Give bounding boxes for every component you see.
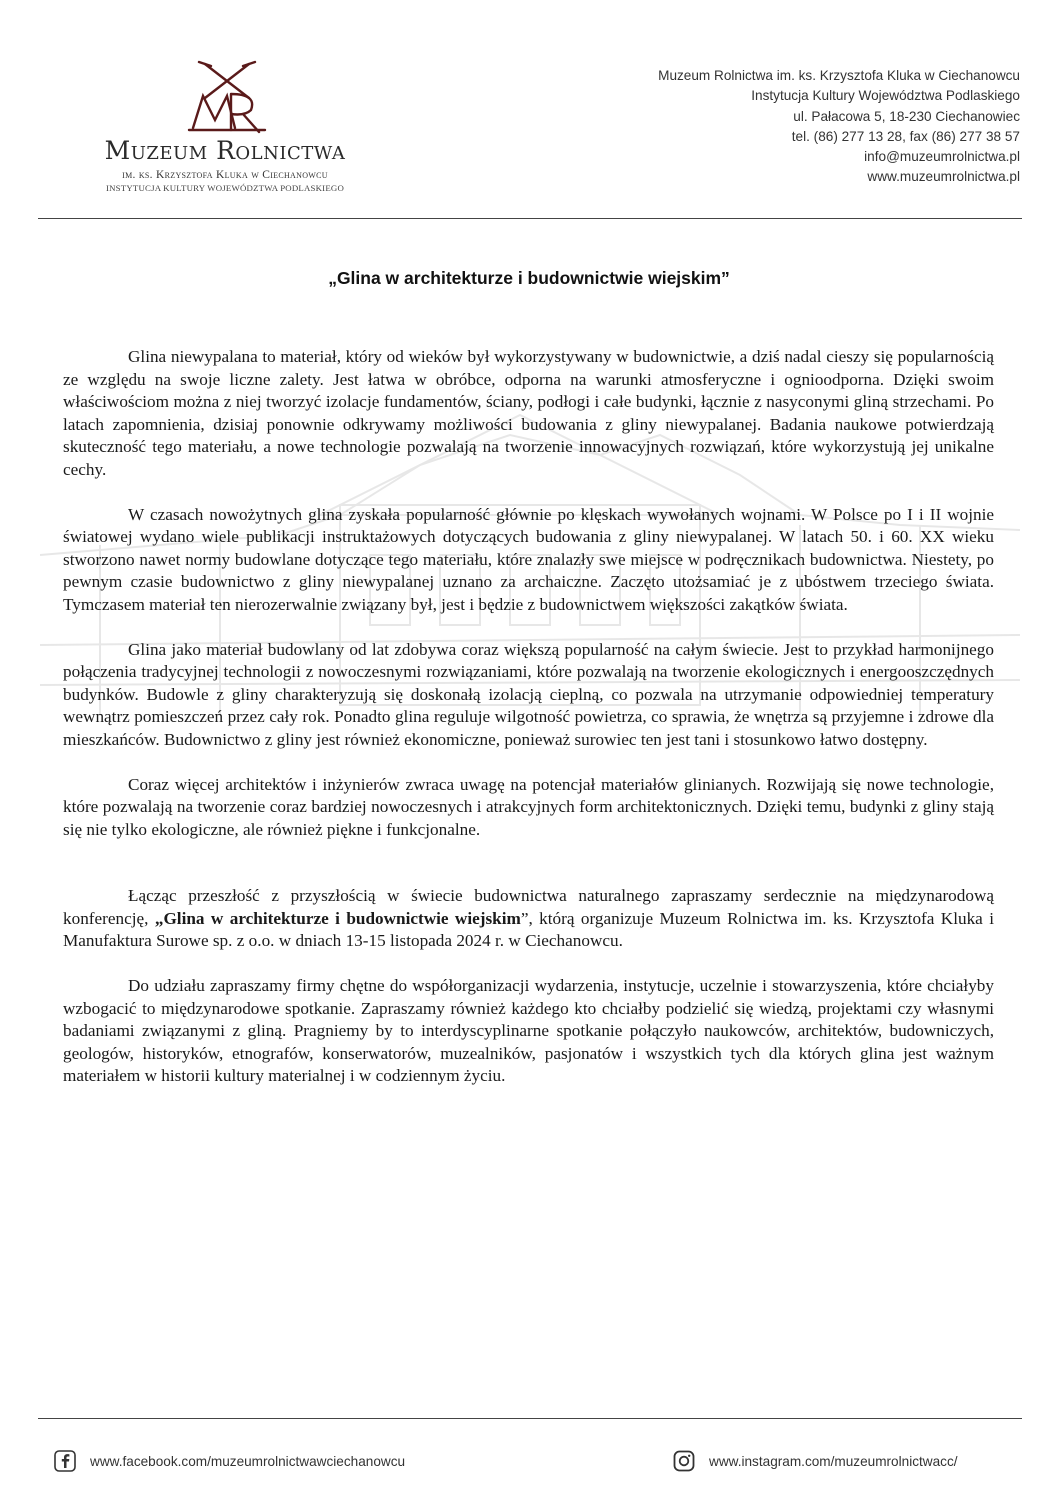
- invitation-text-after: ”, którą organizuje Muzeum Rolnictwa im. ks. Krzysztofa Kluka i Manufaktura Surowe sp. z o.o. w dniach 13-15 listopada 2024 r. w Ciechanowcu.: [63, 908, 995, 951]
- contact-line-name: Muzeum Rolnictwa im. ks. Krzysztofa Kluka w Ciechanowcu: [658, 68, 1020, 83]
- facebook-link[interactable]: [54, 1449, 405, 1473]
- instagram-url[interactable]: www.instagram.com/muzeumrolnictwacc/: [709, 1453, 958, 1469]
- contact-line-phone: tel. (86) 277 13 28, fax (86) 277 38 57: [791, 128, 1020, 144]
- logo-name: Muzeum Rolnictwa: [104, 136, 346, 165]
- paragraph-2: W czasach nowożytnych glina zyskała popularność głównie po klęskach wywołanych wojnami. W Polsce po I i II wojnie światowej wydano wiele publikacji instruktażowych dotyczących budowania z gliny niewypalanej. W latach 50. i 60. XX wieku stworzono nawet normy budowlane dotyczące tego materiału, które znalazły swe miejsce w podręcznikach budownictwa. Niestety, po pewnym czasie budownictwo z gliny niewypalanej uznano za archaiczne. Zaczęto utożsamiać je z ubóstwem trzeciego świata. Tymczasem materiał ten nierozerwalnie związany był, jest i będzie z budownictwem większości zakątków świata.: [63, 504, 994, 614]
- document-body: [63, 346, 994, 1088]
- contact-line-website[interactable]: www.muzeumrolnictwa.pl: [867, 169, 1020, 185]
- contact-block: [658, 66, 1020, 188]
- paragraph-3: Glina jako materiał budowlany od lat zdobywa coraz większą popularność na całym świecie. Jest to przykład harmonijnego połączenia tradycyjnej technologii z nowoczesnymi rozwiązaniami, które pozwalają na tworzenie ekologicznych i energooszczędnych budynków. Budowle z gliny charakteryzują się doskonałą izolacją cieplną, co pozwala na utrzymanie odpowiedniej temperatury wewnątrz pomieszczeń przez cały rok. Ponadto glina reguluje wilgotność powietrza, co sprawia, że wnętrza są przyjemne i zdrowe dla mieszkańców. Budownictwo z gliny jest również ekonomiczne, ponieważ surowiec ten jest tani i stosunkowo łatwo dostępny.: [63, 639, 994, 749]
- conference-name: „Glina w architekturze i budownictwie wiejskim: [154, 908, 521, 928]
- invitation-paragraph: [63, 885, 994, 953]
- instagram-link[interactable]: [673, 1449, 958, 1473]
- closing-paragraph: Do udziału zapraszamy firmy chętne do współorganizacji wydarzenia, instytucje, uczelnie i stowarzyszenia, które chciałyby wzbogacić to międzynarodowe spotkanie. Zapraszamy również każdego kto chciałby podzielić się wiedzą, projektami czy własnymi badaniami związanymi z gliną. Pragniemy by to interdyscyplinarne spotkanie połączyło naukowców, architektów, budowniczych, geologów, historyków, etnografów, konserwatorów, muzealników, pasjonatów i wszystkich tych dla których glina jest ważnym materiałem w historii kultury materialnej i w codziennym życiu.: [63, 976, 994, 1086]
- invitation-text-before: Łącząc przeszłość z przyszłością w świecie budownictwa naturalnego zapraszamy serdecznie na międzynarodową konferencję,: [63, 886, 994, 928]
- paragraph-4: Coraz więcej architektów i inżynierów zwraca uwagę na potencjał materiałów glinianych. Rozwijają się nowe technologie, które pozwalają na tworzenie coraz bardziej nowoczesnych i atrakcyjnych form architektonicznych. Dzięki temu, budynki z gliny stają się nie tylko ekologiczne, ale również piękne i funkcjonalne.: [63, 774, 994, 839]
- logo-subtitle-institution: INSTYTUCJA KULTURY WOJEWÓDZTWA PODLASKIEGO: [105, 183, 344, 193]
- facebook-url[interactable]: www.facebook.com/muzeumrolnictwawciechanowcu: [90, 1453, 406, 1469]
- header-divider: [38, 218, 1022, 219]
- footer-divider: [38, 1418, 1022, 1419]
- document-title: „Glina w architekturze i budownictwie wiejskim”: [328, 268, 730, 288]
- museum-logo: [80, 58, 370, 198]
- logo-subtitle: im. ks. Krzysztofa Kluka w Ciechanowcu: [122, 169, 328, 181]
- instagram-icon: [673, 1450, 695, 1472]
- contact-line-email[interactable]: info@muzeumrolnictwa.pl: [864, 149, 1020, 165]
- contact-line-address: ul. Pałacowa 5, 18-230 Ciechanowiec: [793, 108, 1020, 124]
- paragraph-1: Glina niewypalana to materiał, który od wieków był wykorzystywany w budownictwie, a dziś nadal cieszy się popularnością ze względu na swoje liczne zalety. Jest łatwa w obróbce, odporna na warunki atmosferyczne i ognioodporna. Dzięki swoim właściwościom można z niej tworzyć izolacje fundamentów, ściany, podłogi i całe budynki, łącznie z nasyconymi gliną strzechami. Po latach zapomnienia, dzisiaj ponownie odkrywamy możliwości budowania z gliny niewypalanej. Badania naukowe potwierdzają skuteczność tego materiału, a nowe technologie pozwalają na tworzenie innowacyjnych rozwiązań, które wykorzystują jej unikalne cechy.: [63, 347, 994, 479]
- mr-monogram-icon: [185, 58, 269, 136]
- facebook-icon: [54, 1450, 76, 1472]
- contact-line-institution: Instytucja Kultury Województwa Podlaskiego: [751, 88, 1020, 104]
